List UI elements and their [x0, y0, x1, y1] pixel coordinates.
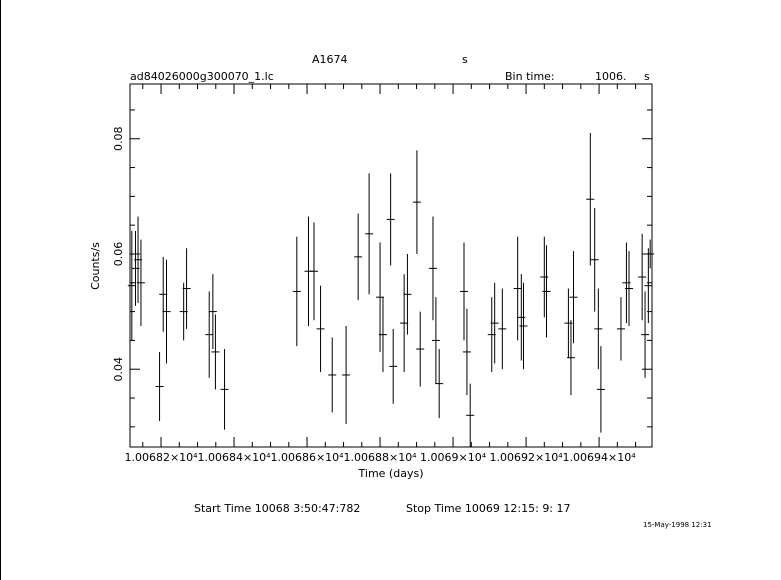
y-tick-labels	[112, 126, 125, 381]
data-point	[221, 349, 229, 430]
data-point	[354, 214, 362, 300]
data-point	[328, 338, 336, 413]
x-tick-label: 1.00694×10⁴	[562, 451, 636, 464]
x-axis-label: Time (days)	[358, 467, 424, 480]
data-point	[517, 274, 525, 360]
data-point	[543, 245, 551, 337]
plot-timestamp: 15-May-1998 12:31	[643, 521, 712, 529]
data-point	[586, 133, 594, 266]
x-tick-label: 1.00688×10⁴	[343, 451, 417, 464]
x-tick-label: 1.00692×10⁴	[489, 451, 563, 464]
data-point	[413, 150, 421, 254]
object-name: A1674	[312, 53, 348, 66]
bin-time-label: Bin time:	[505, 70, 555, 83]
object-unit: s	[462, 53, 468, 66]
x-tick-label: 1.00686×10⁴	[270, 451, 344, 464]
data-point	[591, 208, 599, 312]
data-point	[128, 231, 136, 340]
data-point	[310, 222, 318, 320]
data-point	[617, 297, 625, 360]
start-time: Start Time 10068 3:50:47:782	[194, 502, 361, 515]
data-point	[317, 286, 325, 372]
file-name: ad84026000g300070_1.lc	[130, 70, 274, 83]
data-points	[128, 133, 654, 447]
data-point	[514, 237, 522, 341]
x-tick-labels	[124, 451, 636, 464]
data-point	[205, 291, 213, 377]
data-point	[293, 237, 301, 346]
data-point	[342, 326, 350, 424]
data-point	[646, 240, 654, 269]
data-point	[387, 173, 395, 265]
x-tick-label: 1.00684×10⁴	[197, 451, 271, 464]
stop-time: Stop Time 10069 12:15: 9: 17	[406, 502, 571, 515]
y-tick-label: 0.06	[112, 241, 125, 267]
data-point	[498, 289, 506, 370]
data-point	[540, 237, 548, 318]
data-point	[389, 329, 397, 404]
bin-time-unit: s	[644, 70, 650, 83]
x-tick-label: 1.0069×10⁴	[419, 451, 487, 464]
data-point	[520, 283, 528, 369]
y-tick-label: 0.04	[112, 356, 125, 382]
data-point	[156, 352, 164, 421]
y-tick-label: 0.08	[112, 126, 125, 151]
y-axis-label: Counts/s	[89, 242, 102, 290]
bin-time-value: 1006.	[595, 70, 627, 83]
data-point	[416, 312, 424, 387]
data-point	[365, 173, 373, 294]
x-tick-label: 1.00682×10⁴	[124, 451, 198, 464]
